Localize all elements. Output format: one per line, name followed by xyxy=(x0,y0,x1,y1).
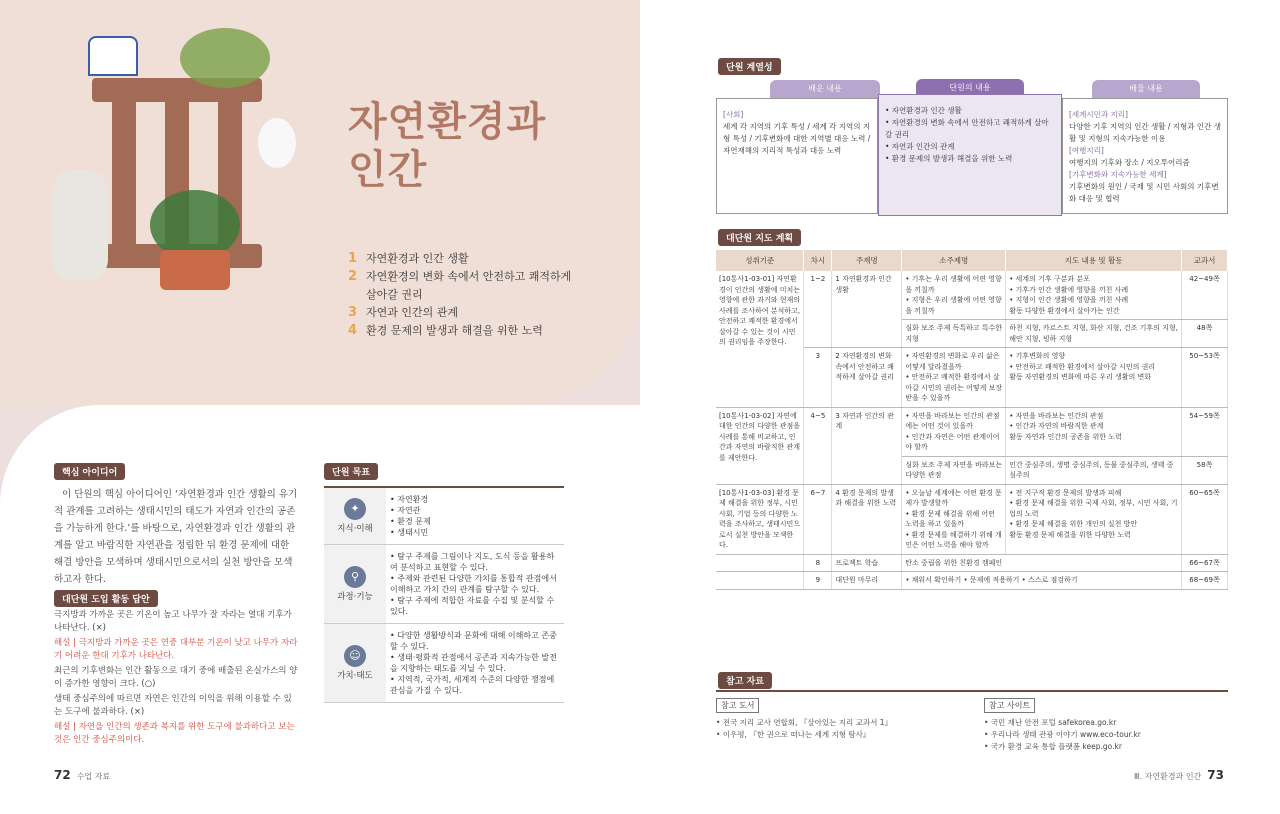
goal-row: ⚲ 과정·기능 • 탐구 주제를 그림이나 지도, 도식 등을 활용하여 분석하고 표현할 수 있다. • 주제와 관련된 다양한 가치를 통합적 관점에서 이해하고 가치 간의 관계를 탐구할 수 있다. • 탐구 주제에 적합한 자료를 수집 및 분석할 수 있다. xyxy=(324,545,564,624)
polar-bear-illustration-icon xyxy=(258,118,296,168)
books-column: 참고 도서 • 전국 지리 교사 연합회, 『살아있는 지리 교과서 1』 • 이우평, 『한 권으로 떠나는 세계 지형 탐사』 xyxy=(716,698,956,741)
table-row: 심화 보조 주제 독특하고 특수한 지형 하천 지형, 카르스트 지형, 화산 지형, 건조 기후의 지형, 해안 지형, 빙하 지형 48쪽 xyxy=(716,320,1228,348)
sequence-diagram xyxy=(716,80,1228,216)
intro-explanation: 해설 | 자연을 인간의 생존과 복지를 위한 도구에 불과하다고 보는 것은 인간 중심주의이다. xyxy=(54,722,295,745)
plan-table xyxy=(716,250,1228,590)
core-idea-heading: 핵심 아이디어 xyxy=(54,463,125,480)
topic-item: 살아갈 권리 xyxy=(366,288,423,301)
intro-explanation: 해설 | 극지방과 가까운 곳은 연중 대부분 기온이 낮고 나무가 자라기 어려운 한대 기후가 나타난다. xyxy=(54,638,298,661)
table-row: [10통사1-03-03] 환경 문제 해결을 위한 정부, 시민사회, 기업 등의 다양한 노력을 조사하고, 생태시민으로서 실천 방안을 모색한다. 6~7 4 환경 문제의 발생과 해결을 위한 노력 • 오늘날 세계에는 어떤 환경 문제가 발생할까 • 환경 문제 해결을 위해 어떤 노력을 하고 있을까 • 환경 문제를 해결하기 위해 개인은 어떤 노력을 해야 할까 • 전 지구적 환경 문제의 발생과 피해 • 환경 문제 해결을 위한 국제 사회, 정부, 시민 사회, 기업의 노력 • 환경 문제 해결을 위한 개인의 실천 방안 활동 환경 문제 해결을 위한 다양한 노력 60~65쪽 xyxy=(716,484,1228,554)
reference-section xyxy=(716,690,1228,751)
unit-title: 자연환경과 인간 xyxy=(348,99,547,193)
person-illustration-icon xyxy=(52,170,108,280)
intro-answers-heading: 대단원 도입 활동 답안 xyxy=(54,590,158,607)
left-page-footer: 72 수업 자료 xyxy=(54,768,111,782)
sites-column: 참고 사이트 • 국민 재난 안전 포털 safekorea.go.kr • 우리나라 생태 관광 이야기 www.eco-tour.kr • 국가 환경 교육 통합 플랫폼 keep.go.kr xyxy=(984,698,1224,753)
table-row: 8 프로젝트 학습 탄소 중립을 위한 친환경 캠페인 66~67쪽 xyxy=(716,554,1228,572)
house-illustration-icon xyxy=(160,250,230,290)
intro-item: 생태 중심주의에 따르면 자연은 인간의 이익을 위해 이용할 수 있는 도구에 불과하다. (×) xyxy=(54,694,292,717)
intro-item: 최근의 기후변화는 인간 활동으로 대기 중에 배출된 온실가스의 양이 증가한 영향이 크다. (○) xyxy=(54,666,298,689)
seq-head-next: 배울 내용 xyxy=(1092,80,1200,98)
topic-item: 4 환경 문제의 발생과 해결을 위한 노력 xyxy=(348,323,543,338)
table-row: 9 대단원 마무리 • 채워서 확인하기 • 문제에 적용하기 • 스스로 점검하기 68~69쪽 xyxy=(716,572,1228,590)
right-page-footer: Ⅲ. 자연환경과 인간 73 xyxy=(1134,768,1224,782)
seq-head-prev: 배운 내용 xyxy=(770,80,880,98)
head-icon: ☺ xyxy=(344,645,366,667)
plan-heading: 대단원 지도 계획 xyxy=(718,229,801,246)
table-row: [10통사1-03-01] 자연환경이 인간의 생활에 미치는 영향에 관한 과거와 현재의 사례를 조사하여 분석하고, 안전하고 쾌적한 환경에서 살아갈 수 있는 것이 시민의 권리임을 주장한다. 1~2 1 자연환경과 인간 생활 • 기후는 우리 생활에 어떤 영향을 끼칠까 • 지형은 우리 생활에 어떤 영향을 끼칠까 • 세계의 기후 구분과 분포 • 기후가 인간 생활에 영향을 끼친 사례 • 지형이 인간 생활에 영향을 끼친 사례 활동 다양한 환경에서 살아가는 인간 42~49쪽 xyxy=(716,271,1228,320)
reference-heading: 참고 자료 xyxy=(718,672,772,689)
goal-row: ✦ 지식·이해 • 자연환경 • 자연관 • 환경 문제 • 생태시민 xyxy=(324,487,564,545)
hero-area xyxy=(0,0,640,405)
core-idea-section xyxy=(54,463,298,588)
unit-goals-section xyxy=(324,463,564,703)
topic-list xyxy=(348,250,571,340)
goal-row: ☺ 가치·태도 • 다양한 생활방식과 문화에 대해 이해하고 존중할 수 있다. • 생태·평화적 관점에서 공존과 지속가능한 발전을 지향하는 태도를 지닐 수 있다. • 지역적, 국가적, 세계적 수준의 다양한 쟁점에 관심을 가질 수 있다. xyxy=(324,624,564,703)
building-illustration-icon xyxy=(88,36,138,76)
topic-item: 2 자연환경의 변화 속에서 안전하고 쾌적하게 xyxy=(348,269,572,284)
topic-item: 1 자연환경과 인간 생활 xyxy=(348,251,469,266)
seq-head-current: 단원의 내용 xyxy=(916,79,1024,97)
goals-table xyxy=(324,486,564,703)
lightbulb-icon: ✦ xyxy=(344,498,366,520)
intro-answers-section xyxy=(54,590,298,747)
table-row: [10통사1-03-02] 자연에 대한 인간의 다양한 관점을 사례를 통해 비교하고, 인간과 자연의 바람직한 관계를 제안한다. 4~5 3 자연과 인간의 관계 • 자연을 바라보는 인간의 관점에는 어떤 것이 있을까 • 인간과 자연은 어떤 관계이어야 할까 • 자연을 바라보는 인간의 관점 • 인간과 자연의 바람직한 관계 활동 자연과 인간의 공존을 위한 노력 54~59쪽 xyxy=(716,407,1228,456)
sequence-heading: 단원 계열성 xyxy=(718,58,781,75)
table-row: 심화 보조 주제 자연을 바라보는 다양한 관점 인간 중심주의, 생명 중심주의, 동물 중심주의, 생태 중심주의 58쪽 xyxy=(716,456,1228,484)
intro-item: 극지방과 가까운 곳은 기온이 높고 나무가 잘 자라는 열대 기후가 나타난다. (×) xyxy=(54,610,292,633)
seq-box-prev: [사회] 세계 각 지역의 기후 특성 / 세계 각 지역의 지형 특성 / 기후변화에 대한 지역별 대응 노력 / 자연재해의 지리적 특성과 대응 노력 xyxy=(716,98,878,214)
topic-item: 3 자연과 인간의 관계 xyxy=(348,305,459,320)
table-row: 3 2 자연환경의 변화 속에서 안전하고 쾌적하게 살아갈 권리 • 자연환경의 변화로 우리 삶은 어떻게 달라졌을까 • 안전하고 쾌적한 환경에서 살아갈 시민의 권리는 어떻게 보장받을 수 있을까 • 기후변화의 영향 • 안전하고 쾌적한 환경에서 살아갈 시민의 권리 활동 자연환경의 변화에 따른 우리 생활의 변화 50~53쪽 xyxy=(716,348,1228,408)
unit-goals-heading: 단원 목표 xyxy=(324,463,378,480)
core-idea-text: 이 단원의 핵심 아이디어인 ‘자연환경과 인간 생활의 유기적 관계를 고려하는 생태시민의 태도가 자연과 인간의 공존을 가능하게 한다.’를 바탕으로, 자연환경과 인간 생활의 관계를 알고 바람직한 자연관을 정립한 뒤 환경 문제에 대한 해결 방안을 모색하며 생태시민으로서의 실천 방안을 모색하고자 한다. xyxy=(54,489,298,585)
people-illustration-icon xyxy=(180,28,270,88)
plan-header-row: 성취기준 차시 주제명 소주제명 지도 내용 및 활동 교과서 xyxy=(716,250,1228,271)
seq-box-next: [세계시민과 지리] 다양한 기후 지역의 인간 생활 / 지형과 인간 생활 및 지형의 지속가능한 이용 [여행지리] 여행지의 기후와 장소 / 지오투어리즘 [기후변화와 지속가능한 세계] 기후변화의 원인 / 국제 및 시민 사회의 기후변화 대응 및 협력 xyxy=(1062,98,1228,214)
magnifier-icon: ⚲ xyxy=(344,566,366,588)
seq-box-current: • 자연환경과 인간 생활 • 자연환경의 변화 속에서 안전하고 쾌적하게 살아갈 권리 • 자연과 인간의 관계 • 환경 문제의 발생과 해결을 위한 노력 xyxy=(878,94,1062,216)
